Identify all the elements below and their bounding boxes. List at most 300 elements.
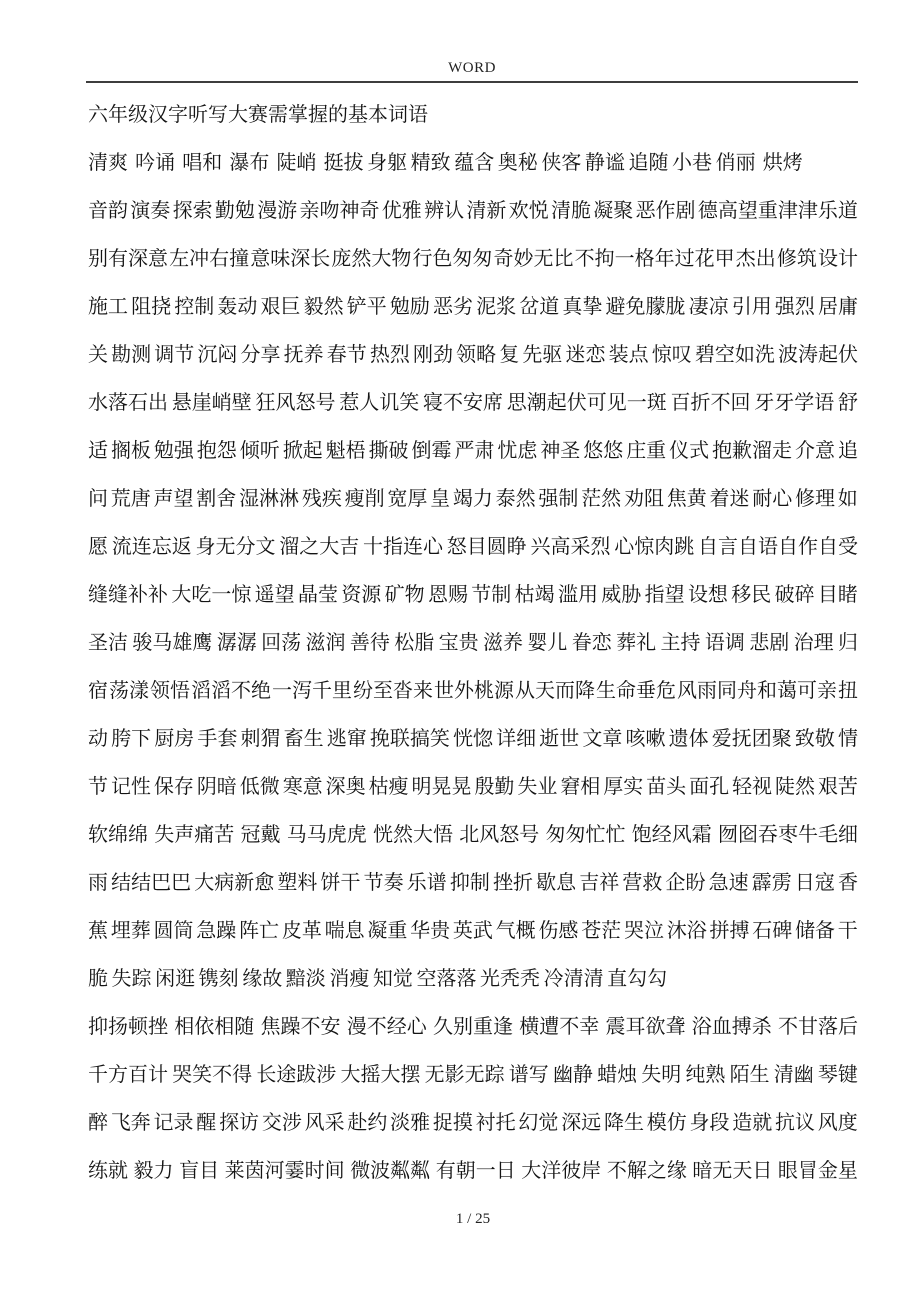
word: 轻视	[732, 776, 773, 798]
word: 焦黄	[666, 488, 707, 510]
word: 歇息	[536, 872, 577, 894]
word: 遥望	[254, 584, 295, 606]
word: 优雅	[381, 200, 422, 222]
word: 亲吻神奇	[299, 200, 380, 222]
word: 枯瘦	[368, 776, 409, 798]
text-line	[88, 763, 858, 811]
word: 割舍	[196, 488, 237, 510]
word: 霹雳	[751, 872, 792, 894]
word: 详细	[496, 728, 537, 750]
word: 埋葬	[110, 920, 151, 942]
word: 蕉	[88, 920, 108, 942]
word: 身无分文	[195, 536, 276, 558]
word: 设计	[817, 248, 858, 270]
word: 失声痛苦	[154, 824, 235, 846]
word: 不解之缘	[606, 1160, 687, 1182]
text-line	[88, 427, 858, 475]
word: 艰苦	[817, 776, 858, 798]
word: 别有深意	[88, 248, 168, 270]
word: 记性	[110, 776, 151, 798]
word: 行色匆匆	[412, 248, 493, 270]
word: 着迷	[709, 488, 750, 510]
word: 勉强	[153, 440, 194, 462]
word: 遗体	[668, 728, 709, 750]
word: 畜生	[283, 728, 324, 750]
word: 分享	[240, 344, 281, 366]
word: 舒	[838, 392, 858, 414]
word: 节	[88, 776, 108, 798]
word: 雨	[88, 872, 108, 894]
word: 久别重逢	[433, 1016, 513, 1038]
word: 搁板	[110, 440, 151, 462]
word: 莱茵河霎时间	[224, 1160, 345, 1182]
word: 低微	[239, 776, 280, 798]
word: 干	[837, 920, 858, 942]
word: 蜡烛	[597, 1064, 638, 1086]
word: 抑扬顿挫	[88, 1016, 168, 1038]
word: 千方百计	[88, 1064, 168, 1086]
word: 醒	[196, 1112, 217, 1134]
text-line	[88, 571, 858, 619]
word: 纷至沓来	[353, 680, 433, 702]
word: 语调	[704, 632, 745, 654]
word: 严肃	[454, 440, 495, 462]
word: 竭力	[452, 488, 493, 510]
word: 窘相	[560, 776, 601, 798]
word: 陌生	[729, 1064, 770, 1086]
word: 吉祥	[579, 872, 620, 894]
word: 保存	[153, 776, 194, 798]
word: 乐谱	[406, 872, 447, 894]
word: 左冲右撞	[169, 248, 250, 270]
word: 相依相随	[174, 1016, 255, 1038]
word: 降生	[603, 1112, 644, 1134]
word: 忧虑	[497, 440, 538, 462]
word: 引用	[731, 296, 772, 318]
word: 琴键	[817, 1064, 858, 1086]
word: 皮革	[281, 920, 322, 942]
word: 毅然	[303, 296, 344, 318]
word: 矿物	[384, 584, 425, 606]
word: 热烈	[369, 344, 410, 366]
text-line	[88, 283, 858, 331]
word: 宝贵	[438, 632, 479, 654]
word: 圆筒	[153, 920, 194, 942]
word: 眷恋	[571, 632, 612, 654]
word: 苍茫	[581, 920, 622, 942]
word: 清幽	[773, 1064, 814, 1086]
word: 庞然大物	[331, 248, 412, 270]
word: 音韵	[88, 200, 128, 222]
word: 探索	[172, 200, 213, 222]
word: 适	[88, 440, 108, 462]
word: 修理	[795, 488, 836, 510]
word: 奇妙无比	[493, 248, 574, 270]
word: 阵亡	[239, 920, 280, 942]
word: 飞奔	[110, 1112, 151, 1134]
word: 日寇	[794, 872, 835, 894]
word: 潺潺	[216, 632, 257, 654]
word: 仪式	[669, 440, 710, 462]
word: 交涉	[261, 1112, 302, 1134]
word: 岔道	[519, 296, 560, 318]
word: 怒目圆睁	[446, 536, 527, 558]
word: 欢悦	[508, 200, 549, 222]
word: 恶作剧	[635, 200, 696, 222]
word: 领略	[456, 344, 497, 366]
word: 造就	[732, 1112, 773, 1134]
word: 波涛起伏	[778, 344, 858, 366]
word: 寒意	[282, 776, 323, 798]
word: 情	[838, 728, 858, 750]
word: 辨认	[424, 200, 465, 222]
word: 归	[838, 632, 858, 654]
word: 宿	[88, 680, 108, 702]
page-number: 1 / 25	[455, 1211, 491, 1227]
word: 饼干	[320, 872, 361, 894]
word: 铲平	[346, 296, 387, 318]
word: 先驱	[522, 344, 563, 366]
word: 百折不回	[670, 392, 751, 414]
word: 声望	[153, 488, 194, 510]
word: 杰出	[735, 248, 776, 270]
word: 德高望重津津乐道	[697, 200, 858, 222]
word: 耐心	[752, 488, 793, 510]
word: 晶莹	[297, 584, 338, 606]
word: 拼搏	[709, 920, 750, 942]
word: 哭泣	[623, 920, 664, 942]
text-line	[88, 523, 858, 571]
word: 凄凉	[688, 296, 729, 318]
word: 有朝一日	[435, 1160, 516, 1182]
word: 暗无天日	[692, 1160, 773, 1182]
text-line	[88, 667, 858, 715]
word: 倒霉	[411, 440, 452, 462]
word: 移民	[731, 584, 772, 606]
word: 施工	[88, 296, 128, 318]
text-line	[88, 1051, 858, 1099]
word: 滔滔不绝	[191, 680, 271, 702]
word: 不拘一格年过花甲	[574, 248, 735, 270]
word: 撕破	[368, 440, 409, 462]
word: 悠悠	[583, 440, 624, 462]
word: 漫不经心	[346, 1016, 427, 1038]
word: 泰然	[495, 488, 536, 510]
word: 问	[88, 488, 108, 510]
page-footer	[88, 1195, 858, 1243]
word: 逃窜	[326, 728, 367, 750]
word: 扭	[838, 680, 858, 702]
word: 十指连心	[363, 536, 443, 558]
word: 明晃晃	[411, 776, 472, 798]
word: 浴血搏杀	[691, 1016, 772, 1038]
word: 滋润	[305, 632, 346, 654]
word: 淡雅	[390, 1112, 431, 1134]
word: 庄重	[626, 440, 667, 462]
document-content	[88, 91, 858, 1243]
word: 治理	[793, 632, 834, 654]
word-list	[88, 139, 858, 1195]
word: 惊叹	[651, 344, 692, 366]
text-line	[88, 187, 858, 235]
word: 英武	[452, 920, 493, 942]
word: 凝聚	[593, 200, 634, 222]
word: 谱写	[508, 1064, 549, 1086]
word: 漫游	[257, 200, 298, 222]
text-line	[88, 331, 858, 379]
word: 企盼	[665, 872, 706, 894]
word: 葬礼	[616, 632, 657, 654]
text-line: 清爽 吟诵 唱和 瀑布 陡峭 挺拔 身躯 精致 蕴含 奥秘 侠客 静谧 追随 小巷 俏丽 烘烤	[88, 152, 803, 174]
word: 圣洁	[88, 632, 128, 654]
word: 急躁	[196, 920, 237, 942]
word: 悬崖峭壁	[171, 392, 252, 414]
word: 演奏	[130, 200, 171, 222]
text-line	[88, 907, 858, 955]
word: 文章	[582, 728, 623, 750]
word: 沐浴	[666, 920, 707, 942]
word: 控制	[174, 296, 215, 318]
word: 抚养	[283, 344, 324, 366]
header-label: WORD	[448, 60, 496, 76]
word: 殷勤	[474, 776, 515, 798]
word: 魁梧	[325, 440, 366, 462]
word: 居庸	[818, 296, 858, 318]
word: 横遭不幸	[519, 1016, 600, 1038]
word: 陡然	[775, 776, 815, 798]
word: 掀起	[282, 440, 323, 462]
word: 震耳欲聋	[605, 1016, 686, 1038]
word: 储备	[795, 920, 836, 942]
word: 致敬	[794, 728, 835, 750]
word: 焦躁不安	[260, 1016, 341, 1038]
word: 调节	[154, 344, 195, 366]
word: 衬托	[475, 1112, 516, 1134]
text-line	[88, 1003, 858, 1051]
word: 急速	[708, 872, 749, 894]
word: 春节	[326, 344, 367, 366]
word: 大吃一惊	[171, 584, 252, 606]
word: 深远	[561, 1112, 602, 1134]
word: 不甘落后	[778, 1016, 858, 1038]
word: 记录	[153, 1112, 194, 1134]
word: 复	[499, 344, 520, 366]
word: 悲剧	[749, 632, 790, 654]
word: 赴约	[347, 1112, 388, 1134]
word: 善待	[349, 632, 390, 654]
word: 纯熟	[685, 1064, 726, 1086]
word: 喘息	[324, 920, 365, 942]
word: 恍然大悟	[373, 824, 453, 846]
word: 迷恋	[565, 344, 606, 366]
word: 兴高采烈	[530, 536, 611, 558]
word: 生命垂危	[596, 680, 676, 702]
word: 破碎	[774, 584, 815, 606]
word: 水落石出	[88, 392, 168, 414]
word: 结结巴巴	[111, 872, 192, 894]
word: 瘦削	[344, 488, 385, 510]
word: 婴儿	[527, 632, 568, 654]
word: 凝重	[367, 920, 408, 942]
word: 流连忘返	[111, 536, 192, 558]
word: 抱怨	[196, 440, 237, 462]
word: 轰动	[217, 296, 258, 318]
word: 节奏	[363, 872, 404, 894]
word: 厨房	[154, 728, 195, 750]
word: 介意	[795, 440, 835, 462]
word: 强烈	[774, 296, 815, 318]
word: 勤勉	[214, 200, 255, 222]
word: 塑料	[277, 872, 318, 894]
word: 缝缝补补	[88, 584, 168, 606]
word: 荒唐	[110, 488, 151, 510]
word: 微波粼粼	[350, 1160, 431, 1182]
word: 恩赐	[427, 584, 468, 606]
text-line: 脆 失踪 闲逛 镌刻 缘故 黯淡 消瘦 知觉 空落落 光秃秃 冷清清 直勾勾	[88, 968, 668, 990]
word: 大病新愈	[194, 872, 275, 894]
word: 动	[88, 728, 108, 750]
word: 回荡	[261, 632, 302, 654]
word: 深奥	[325, 776, 366, 798]
word: 挫折	[493, 872, 533, 894]
text-line	[88, 1099, 858, 1147]
word: 勘测	[111, 344, 152, 366]
word: 失业	[517, 776, 558, 798]
word: 领悟	[150, 680, 190, 702]
word: 伤感	[538, 920, 579, 942]
word: 抑制	[449, 872, 490, 894]
word: 冠戴	[240, 824, 281, 846]
word: 大摇大摆	[340, 1064, 421, 1086]
word: 劝阻	[623, 488, 664, 510]
word: 滥用	[557, 584, 598, 606]
word: 沉闷	[197, 344, 238, 366]
word: 华贵	[410, 920, 451, 942]
word: 毅力	[133, 1160, 174, 1182]
word: 盲目	[179, 1160, 220, 1182]
text-line	[88, 619, 858, 667]
word: 醉	[88, 1112, 108, 1134]
text-line	[88, 475, 858, 523]
word: 真挚	[562, 296, 603, 318]
word: 节制	[471, 584, 512, 606]
word: 愿	[88, 536, 108, 558]
word: 苗头	[646, 776, 687, 798]
word: 自言自语自作自受	[698, 536, 858, 558]
word: 指望	[644, 584, 685, 606]
word: 寝不安席	[423, 392, 503, 414]
word: 抱歉溜走	[712, 440, 793, 462]
word: 饱经风霜	[631, 824, 712, 846]
word: 咳嗽	[625, 728, 666, 750]
word: 从天而降	[515, 680, 595, 702]
word: 无影无踪	[424, 1064, 505, 1086]
word: 设想	[687, 584, 728, 606]
text-line	[88, 1147, 858, 1195]
word: 狂风怒号	[255, 392, 336, 414]
word: 皇	[430, 488, 451, 510]
word: 风采	[304, 1112, 345, 1134]
text-line	[88, 859, 858, 907]
word: 思潮起伏可见一斑	[506, 392, 667, 414]
word: 茫然	[581, 488, 622, 510]
word: 阴暗	[196, 776, 237, 798]
word: 牙牙学语	[754, 392, 835, 414]
word: 气概	[495, 920, 536, 942]
document-title: 六年级汉字听写大赛需掌握的基本词语	[88, 104, 428, 126]
word: 溜之大吉	[279, 536, 360, 558]
word: 软绵绵	[88, 824, 148, 846]
word: 残疾	[301, 488, 342, 510]
word: 强制	[538, 488, 579, 510]
word: 勉励	[389, 296, 430, 318]
word: 刺猬	[240, 728, 281, 750]
text-line	[88, 811, 858, 859]
word: 捉摸	[432, 1112, 473, 1134]
word: 长途跋涉	[256, 1064, 337, 1086]
word: 哭笑不得	[172, 1064, 253, 1086]
word: 倾听	[239, 440, 280, 462]
word: 枯竭	[514, 584, 555, 606]
word: 主持	[660, 632, 701, 654]
word: 滋养	[483, 632, 523, 654]
word: 目睹	[817, 584, 858, 606]
word: 大洋彼岸	[521, 1160, 602, 1182]
word: 身段	[689, 1112, 730, 1134]
word: 关	[88, 344, 108, 366]
text-line	[88, 715, 858, 763]
word: 营救	[622, 872, 663, 894]
word: 意味深长	[250, 248, 331, 270]
word: 威胁	[601, 584, 642, 606]
word: 挽联搞笑	[369, 728, 450, 750]
word: 刚劲	[413, 344, 453, 366]
word: 失明	[641, 1064, 682, 1086]
word: 艰巨	[260, 296, 301, 318]
word: 泥浆	[476, 296, 517, 318]
word: 模仿	[646, 1112, 687, 1134]
word: 资源	[341, 584, 382, 606]
word: 世外桃源	[434, 680, 514, 702]
word: 惹人讥笑	[339, 392, 420, 414]
text-line	[88, 379, 858, 427]
word: 匆匆忙忙	[545, 824, 626, 846]
word: 荡漾	[109, 680, 149, 702]
word: 神圣	[540, 440, 581, 462]
word: 囫囵吞枣牛毛细	[718, 824, 858, 846]
word: 如	[837, 488, 858, 510]
word: 手套	[197, 728, 238, 750]
word: 清新	[466, 200, 507, 222]
word: 探访	[219, 1112, 260, 1134]
word: 风度	[817, 1112, 858, 1134]
word: 避免朦胧	[605, 296, 686, 318]
word: 厚实	[603, 776, 644, 798]
word: 松脂	[394, 632, 435, 654]
word: 石碑	[752, 920, 793, 942]
word: 抗议	[775, 1112, 816, 1134]
word: 马马虎虎	[286, 824, 367, 846]
word: 练就	[88, 1160, 128, 1182]
word: 装点	[608, 344, 649, 366]
word: 香	[838, 872, 858, 894]
word: 面孔	[689, 776, 730, 798]
word: 清脆	[550, 200, 591, 222]
word: 碧空如洗	[694, 344, 775, 366]
word: 眼冒金星	[777, 1160, 858, 1182]
text-line	[88, 235, 858, 283]
word: 湿淋淋	[239, 488, 300, 510]
